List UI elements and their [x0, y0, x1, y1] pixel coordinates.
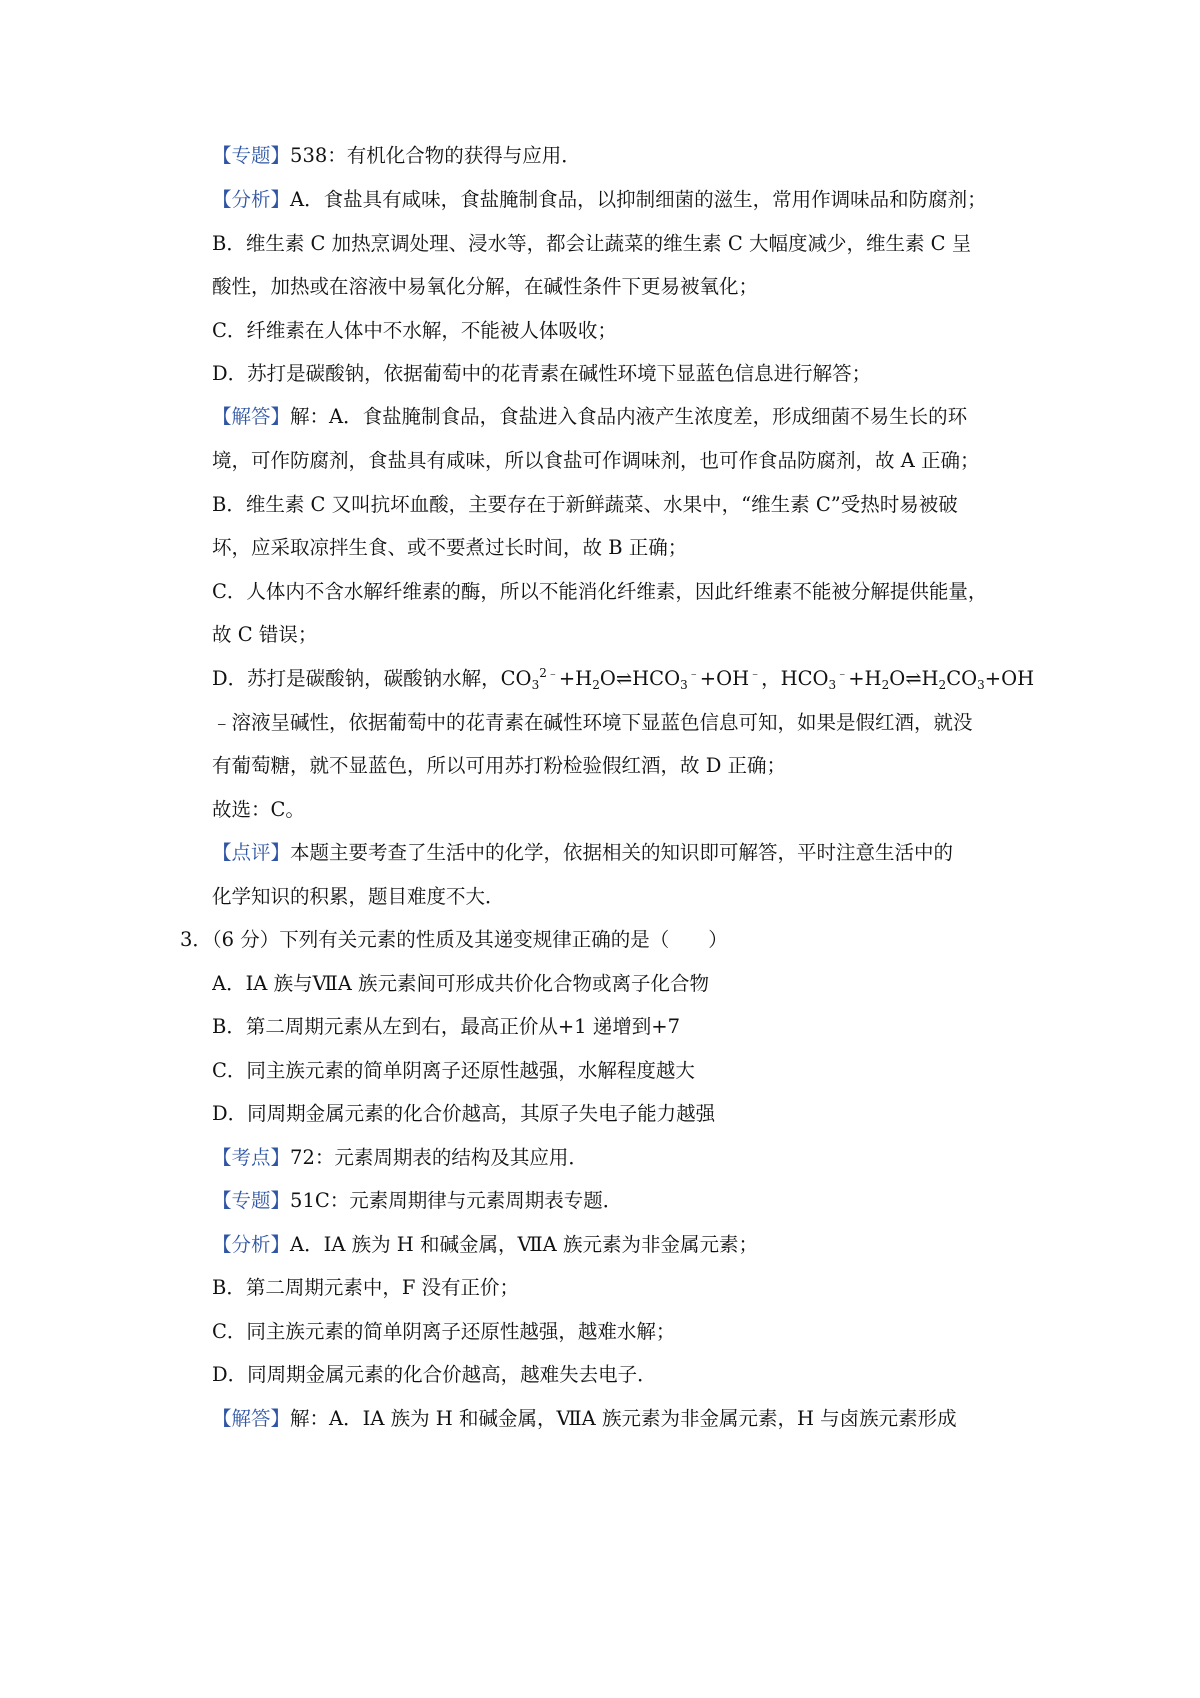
q3-analysis-line-2: B．第二周期元素中，F 没有正价； [212, 1276, 520, 1299]
q2-answer-line-8: 有葡萄糖，就不显蓝色，所以可用苏打粉检验假红酒，故 D 正确； [212, 754, 787, 777]
q2-analysis-tag: 【分析】 [212, 188, 291, 211]
q2-answer-line-1: 【解答】解：A．食盐腌制食品，食盐进入食品内液产生浓度差，形成细菌不易生长的环 [212, 405, 968, 428]
q3-analysis-line-1: 【分析】A．ⅠA 族为 H 和碱金属，ⅦA 族元素为非金属元素； [212, 1233, 758, 1256]
q2-analysis-line-1: 【分析】A．食盐具有咸味，食盐腌制食品，以抑制细菌的滋生，常用作调味品和防腐剂； [212, 188, 987, 211]
q2-comment-tag: 【点评】 [212, 841, 291, 864]
q2-analysis-line-5: D．苏打是碳酸钠，依据葡萄中的花青素在碱性环境下显蓝色信息进行解答； [212, 362, 872, 385]
q2-answer-line-9: 故选：C。 [212, 798, 305, 821]
q3-option-c: C．同主族元素的简单阴离子还原性越强，水解程度越大 [212, 1059, 695, 1082]
q2-answer-line-3: B．维生素 C 又叫抗坏血酸，主要存在于新鲜蔬菜、水果中，“维生素 C”受热时易被破 [212, 493, 958, 516]
q3-analysis-line-3: C．同主族元素的简单阴离子还原性越强，越难水解； [212, 1320, 676, 1343]
q3-topic: 【专题】51C：元素周期律与元素周期表专题． [212, 1189, 623, 1212]
q2-answer-line-7: ﹣溶液呈碱性，依据葡萄中的花青素在碱性环境下显蓝色信息可知，如果是假红酒，就没 [212, 711, 973, 734]
q2-answer-formula-line: D．苏打是碳酸钠，碳酸钠水解，$CO_3^{2﹣}+H_2O\rightleftharpoons HCO_3^﹣+OH^﹣$，$HCO_3^﹣+H_2O\rightleftharpoons H_2CO_3+OH$ [212, 666, 1035, 692]
q3-option-b: B．第二周期元素从左到右，最高正价从+1 递增到+7 [212, 1015, 681, 1038]
q2-answer-line-5: C．人体内不含水解纤维素的酶，所以不能消化纤维素，因此纤维素不能被分解提供能量， [212, 580, 988, 603]
q3-analysis-tag: 【分析】 [212, 1233, 291, 1256]
q2-analysis-line-3: 酸性，加热或在溶液中易氧化分解，在碱性条件下更易被氧化； [212, 275, 759, 298]
q3-point: 【考点】72：元素周期表的结构及其应用． [212, 1146, 588, 1169]
q2-answer-line-2: 境，可作防腐剂，食盐具有咸味，所以食盐可作调味剂，也可作食品防腐剂，故 A 正确； [212, 449, 980, 472]
q3-stem: 3．（6 分）下列有关元素的性质及其递变规律正确的是（ ） [180, 928, 728, 951]
q3-answer-tag: 【解答】 [212, 1407, 291, 1430]
q3-analysis-line-4: D．同周期金属元素的化合价越高，越难失去电子． [212, 1363, 657, 1386]
q2-analysis-line-2: B．维生素 C 加热烹调处理、浸水等，都会让蔬菜的维生素 C 大幅度减少，维生素 C 呈 [212, 232, 972, 255]
q2-comment-line-2: 化学知识的积累，题目难度不大． [212, 885, 505, 908]
q2-analysis-line-4: C．纤维素在人体中不水解，不能被人体吸收； [212, 319, 617, 342]
q3-point-tag: 【考点】 [212, 1146, 291, 1169]
q3-answer-line-1: 【解答】解：A．ⅠA 族为 H 和碱金属，ⅦA 族元素为非金属元素，H 与卤族元素形成 [212, 1407, 957, 1430]
q2-topic: 【专题】538：有机化合物的获得与应用． [212, 144, 581, 167]
q2-topic-tag: 【专题】 [212, 144, 291, 167]
q2-answer-tag: 【解答】 [212, 405, 291, 428]
q3-option-d: D．同周期金属元素的化合价越高，其原子失电子能力越强 [212, 1102, 716, 1125]
q3-option-a: A．ⅠA 族与ⅦA 族元素间可形成共价化合物或离子化合物 [212, 972, 710, 995]
q2-answer-line-4: 坏，应采取凉拌生食、或不要煮过长时间，故 B 正确； [212, 536, 688, 559]
q2-comment-line-1: 【点评】本题主要考查了生活中的化学，依据相关的知识即可解答，平时注意生活中的 [212, 841, 954, 864]
q3-topic-tag: 【专题】 [212, 1189, 291, 1212]
q2-answer-line-6: 故 C 错误； [212, 623, 318, 646]
